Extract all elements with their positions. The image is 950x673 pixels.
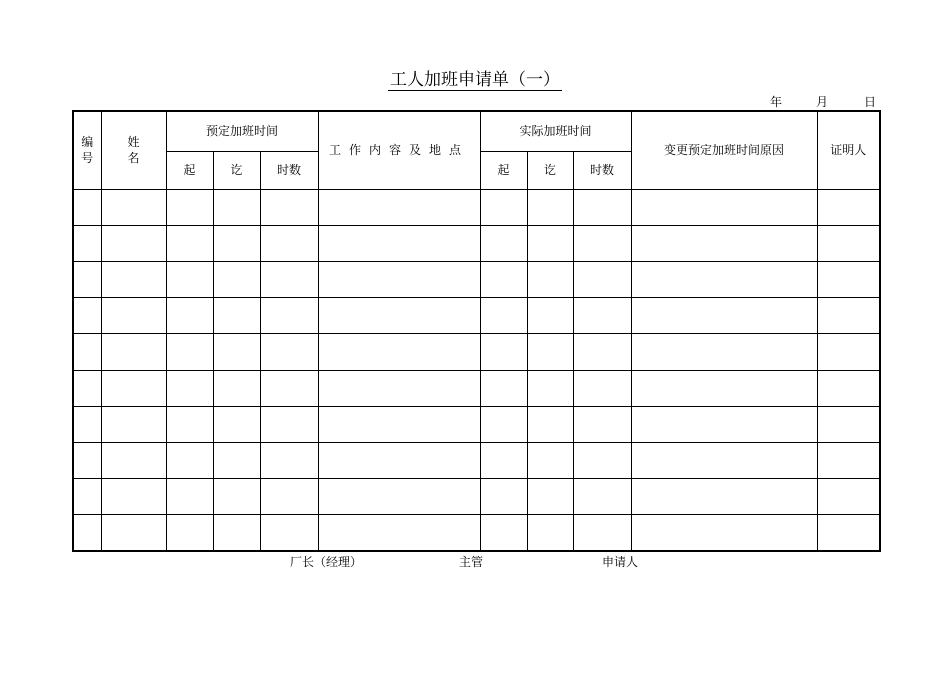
table-cell[interactable] <box>260 262 318 298</box>
table-cell[interactable] <box>527 479 573 515</box>
table-cell[interactable] <box>166 226 213 262</box>
table-cell[interactable] <box>480 334 527 370</box>
table-cell[interactable] <box>213 262 260 298</box>
table-cell[interactable] <box>260 479 318 515</box>
table-cell[interactable] <box>73 189 101 225</box>
table-cell[interactable] <box>527 442 573 478</box>
work-content-header <box>318 111 480 189</box>
table-cell[interactable] <box>213 334 260 370</box>
table-cell[interactable] <box>817 298 880 334</box>
table-cell[interactable] <box>573 479 631 515</box>
table-cell[interactable] <box>631 515 817 551</box>
table-cell[interactable] <box>631 334 817 370</box>
table-cell[interactable] <box>480 298 527 334</box>
witness-header: 证明人 <box>817 111 880 189</box>
serial-header <box>73 111 101 189</box>
name-header-top: 姓 <box>127 135 140 150</box>
table-cell[interactable] <box>631 189 817 225</box>
table-cell[interactable] <box>631 406 817 442</box>
table-cell[interactable] <box>260 406 318 442</box>
table-cell[interactable] <box>101 515 166 551</box>
table-cell[interactable] <box>73 479 101 515</box>
serial-header-bottom: 号 <box>81 151 94 166</box>
table-cell[interactable] <box>166 262 213 298</box>
table-cell[interactable] <box>817 370 880 406</box>
table-cell[interactable] <box>527 298 573 334</box>
table-cell[interactable] <box>213 479 260 515</box>
table-cell[interactable] <box>318 189 480 225</box>
table-cell[interactable] <box>318 370 480 406</box>
table-cell[interactable] <box>480 226 527 262</box>
signature-footer <box>0 553 950 571</box>
table-cell[interactable] <box>631 298 817 334</box>
table-cell[interactable] <box>73 515 101 551</box>
table-cell[interactable] <box>631 262 817 298</box>
table-cell[interactable] <box>573 515 631 551</box>
table-cell[interactable] <box>573 442 631 478</box>
table-cell[interactable] <box>73 406 101 442</box>
table-cell[interactable] <box>631 479 817 515</box>
table-row <box>73 334 880 370</box>
table-cell[interactable] <box>260 298 318 334</box>
table-cell[interactable] <box>166 479 213 515</box>
table-row <box>73 515 880 551</box>
table-cell[interactable] <box>213 406 260 442</box>
table-cell[interactable] <box>101 262 166 298</box>
table-cell[interactable] <box>573 370 631 406</box>
table-cell[interactable] <box>213 226 260 262</box>
name-header <box>101 111 166 189</box>
table-cell[interactable] <box>318 406 480 442</box>
page-title <box>0 70 950 91</box>
table-cell[interactable] <box>166 370 213 406</box>
table-cell[interactable] <box>101 370 166 406</box>
date-line <box>760 93 878 109</box>
table-cell[interactable] <box>101 334 166 370</box>
change-reason-header: 变更预定加班时间原因 <box>631 111 817 189</box>
table-cell[interactable] <box>260 370 318 406</box>
table-cell[interactable] <box>817 334 880 370</box>
table-cell[interactable] <box>573 298 631 334</box>
table-cell[interactable] <box>101 226 166 262</box>
header-row-1 <box>73 111 880 151</box>
table-row <box>73 262 880 298</box>
table-cell[interactable] <box>73 262 101 298</box>
table-cell[interactable] <box>573 189 631 225</box>
table-cell[interactable] <box>480 406 527 442</box>
table-cell[interactable] <box>318 262 480 298</box>
table-cell[interactable] <box>213 189 260 225</box>
overtime-form-table <box>72 110 881 552</box>
table-cell[interactable] <box>166 406 213 442</box>
table-row <box>73 370 880 406</box>
table-cell[interactable] <box>73 442 101 478</box>
supervisor-label: 主管 <box>459 555 484 569</box>
table-cell[interactable] <box>101 406 166 442</box>
table-cell[interactable] <box>527 262 573 298</box>
table-cell[interactable] <box>573 262 631 298</box>
table-cell[interactable] <box>631 370 817 406</box>
table-cell[interactable] <box>73 370 101 406</box>
table-row <box>73 442 880 478</box>
planned-end-header: 讫 <box>213 151 260 189</box>
table-cell[interactable] <box>480 442 527 478</box>
table-cell[interactable] <box>260 515 318 551</box>
table-cell[interactable] <box>480 515 527 551</box>
actual-time-header: 实际加班时间 <box>480 111 631 151</box>
table-cell[interactable] <box>817 262 880 298</box>
table-cell[interactable] <box>101 442 166 478</box>
actual-end-header: 讫 <box>527 151 573 189</box>
table-cell[interactable] <box>318 479 480 515</box>
table-cell[interactable] <box>101 298 166 334</box>
table-cell[interactable] <box>817 189 880 225</box>
table-cell[interactable] <box>318 226 480 262</box>
table-cell[interactable] <box>480 370 527 406</box>
table-cell[interactable] <box>73 298 101 334</box>
table-cell[interactable] <box>631 442 817 478</box>
table-cell[interactable] <box>527 189 573 225</box>
date-year-label: 年 <box>770 95 783 109</box>
table-cell[interactable] <box>631 226 817 262</box>
table-cell[interactable] <box>573 406 631 442</box>
table-cell[interactable] <box>318 298 480 334</box>
applicant-label: 申请人 <box>602 555 639 569</box>
table-cell[interactable] <box>260 189 318 225</box>
table-cell[interactable] <box>817 226 880 262</box>
table-cell[interactable] <box>318 515 480 551</box>
table-cell[interactable] <box>817 515 880 551</box>
table-cell[interactable] <box>527 334 573 370</box>
table-row <box>73 189 880 225</box>
table-cell[interactable] <box>817 442 880 478</box>
table-cell[interactable] <box>101 189 166 225</box>
table-cell[interactable] <box>166 298 213 334</box>
table-cell[interactable] <box>260 334 318 370</box>
table-row <box>73 298 880 334</box>
table-cell[interactable] <box>73 334 101 370</box>
table-cell[interactable] <box>260 226 318 262</box>
table-row <box>73 226 880 262</box>
table-cell[interactable] <box>573 334 631 370</box>
table-cell[interactable] <box>101 479 166 515</box>
serial-header-top: 编 <box>81 135 94 150</box>
table-cell[interactable] <box>817 479 880 515</box>
work-content-label: 工作内容及地点 <box>329 143 470 158</box>
table-cell[interactable] <box>213 442 260 478</box>
table-cell[interactable] <box>527 515 573 551</box>
table-cell[interactable] <box>73 226 101 262</box>
table-cell[interactable] <box>213 370 260 406</box>
table-cell[interactable] <box>480 262 527 298</box>
actual-hours-header: 时数 <box>573 151 631 189</box>
table-cell[interactable] <box>260 442 318 478</box>
date-day-label: 日 <box>864 95 877 109</box>
actual-start-header: 起 <box>480 151 527 189</box>
table-cell[interactable] <box>318 334 480 370</box>
table-row <box>73 479 880 515</box>
table-cell[interactable] <box>318 442 480 478</box>
planned-time-header: 预定加班时间 <box>166 111 318 151</box>
table-cell[interactable] <box>480 189 527 225</box>
planned-hours-header: 时数 <box>260 151 318 189</box>
table-cell[interactable] <box>166 334 213 370</box>
table-cell[interactable] <box>166 442 213 478</box>
table-cell[interactable] <box>213 515 260 551</box>
date-month-label: 月 <box>816 95 829 109</box>
table-cell[interactable] <box>527 370 573 406</box>
table-cell[interactable] <box>573 226 631 262</box>
table-cell[interactable] <box>817 406 880 442</box>
table-cell[interactable] <box>166 515 213 551</box>
factory-manager-label: 厂长（经理） <box>290 555 363 569</box>
table-cell[interactable] <box>213 298 260 334</box>
name-header-bottom: 名 <box>127 151 140 166</box>
table-row <box>73 406 880 442</box>
table-cell[interactable] <box>527 226 573 262</box>
table-cell[interactable] <box>480 479 527 515</box>
table-cell[interactable] <box>166 189 213 225</box>
planned-start-header: 起 <box>166 151 213 189</box>
title-text: 工人加班申请单（一） <box>390 70 560 90</box>
table-cell[interactable] <box>527 406 573 442</box>
